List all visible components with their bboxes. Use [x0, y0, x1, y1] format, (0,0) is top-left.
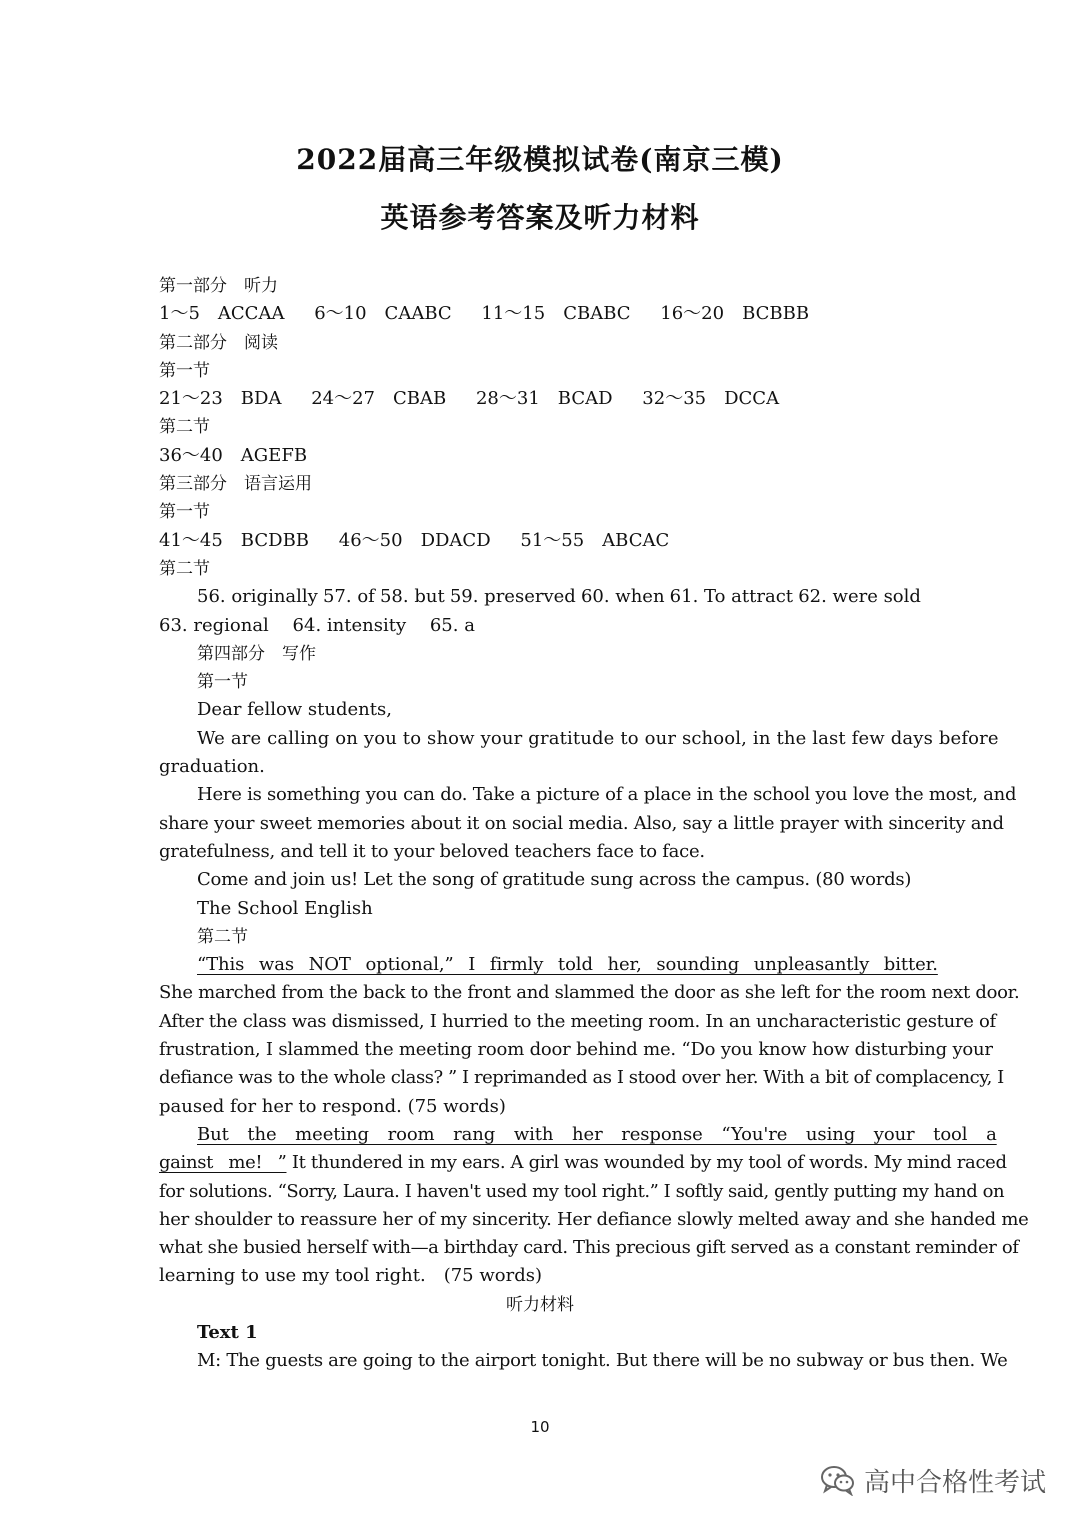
story-p1-line1	[159, 951, 938, 979]
listening-line1: M: The guests are going to the airport tonight. But there will be no subway or bus then. We	[197, 1350, 1008, 1372]
part3-heading: 第三部分 语言运用	[159, 474, 312, 495]
letter-p2-line1: Here is something you can do. Take a picture of a place in the school you love the most, and	[197, 784, 1017, 806]
part4-section1-heading: 第一节	[197, 672, 248, 693]
story-p1-line4: frustration, I slammed the meeting room door behind me. “Do you know how disturbing your	[159, 1039, 993, 1061]
part3-section1-heading: 第一节	[159, 502, 210, 523]
answer-group: 21～23 BDA	[159, 388, 282, 410]
part3-section2-row1	[159, 583, 921, 611]
fill-answer: 61. To attract	[669, 586, 794, 608]
answer-group: 16～20 BCBBB	[660, 303, 810, 325]
story-p2-line2-rest: It thundered in my ears. A girl was wounded by my tool of words. My mind raced	[286, 1152, 1007, 1174]
answer-group: 51～55 ABCAC	[520, 529, 670, 551]
answer-group: 28～31 BCAD	[475, 388, 613, 410]
part1-answers	[159, 300, 921, 328]
letter-p2-line2: share your sweet memories about it on social media. Also, say a little prayer with sincerity and	[159, 812, 1004, 834]
answer-group: 24～27 CBAB	[311, 388, 447, 410]
story-p2-line5: what she busied herself with—a birthday card. This precious gift served as a constant reminder of	[159, 1237, 1019, 1259]
answer-group: 11～15 CBABC	[481, 303, 631, 325]
listening-heading: 听力材料	[506, 1294, 574, 1315]
fill-answer: 64. intensity	[292, 614, 407, 636]
part2-heading: 第二部分 阅读	[159, 332, 278, 353]
part2-section1-heading: 第一节	[159, 360, 210, 381]
document-subtitle: 英语参考答案及听力材料	[380, 201, 700, 234]
answer-group: 46～50 DDACD	[338, 529, 491, 551]
fill-answer: 57. of	[322, 586, 375, 608]
part3-section1-answers	[159, 527, 921, 555]
part2-section2-answers	[159, 442, 921, 470]
fill-answer: 56. originally	[197, 586, 318, 608]
answer-group: 36～40 AGEFB	[159, 444, 308, 466]
story-p2-line1	[159, 1121, 997, 1149]
watermark	[820, 1458, 1046, 1502]
answer-group: 32～35 DCCA	[642, 388, 780, 410]
underlined-opening: “This was NOT optional,” I firmly told her, sounding unpleasantly bitter.	[197, 954, 938, 976]
letter-p1-line1: We are calling on you to show your gratitude to our school, in the last few days before	[197, 727, 999, 749]
part4-section2-heading: 第二节	[197, 926, 248, 947]
fill-answer: 60. when	[580, 586, 665, 608]
letter-p3: Come and join us! Let the song of gratitude sung across the campus. (80 words)	[197, 869, 912, 891]
letter-p1-line2: graduation.	[159, 756, 265, 778]
part3-section2-heading: 第二节	[159, 558, 210, 579]
fill-answer: 59. preserved	[449, 586, 576, 608]
part4-heading: 第四部分 写作	[197, 643, 316, 664]
story-p1-line6: paused for her to respond. (75 words)	[159, 1095, 506, 1117]
underlined-opening-2-cont: gainst me! ”	[159, 1152, 287, 1174]
answer-group: 1～5 ACCAA	[159, 303, 285, 325]
fill-answer: 62. were sold	[798, 586, 921, 608]
letter-greeting: Dear fellow students,	[197, 699, 392, 721]
story-p2-line6: learning to use my tool right. (75 words)	[159, 1265, 542, 1287]
story-p2-line2	[159, 1149, 1007, 1177]
story-p1-line5: defiance was to the whole class? ” I reprimanded as I stood over her. With a bit of complacency, I	[159, 1067, 1004, 1089]
underlined-opening-2: But the meeting room rang with her response “You're using your tool a	[197, 1123, 997, 1145]
story-p2-line4: her shoulder to reassure her of my sincerity. Her defiance slowly melted away and she handed me	[159, 1208, 1029, 1230]
fill-answer: 65. a	[429, 614, 475, 636]
fill-answer: 63. regional	[159, 614, 269, 636]
answer-group: 41～45 BCDBB	[159, 529, 310, 551]
story-p1-line3: After the class was dismissed, I hurried to the meeting room. In an uncharacteristic gesture of	[159, 1010, 996, 1032]
page-number: 10	[530, 1418, 550, 1436]
watermark-text: 高中合格性考试	[864, 1467, 1047, 1498]
letter-signature: The School English	[197, 897, 373, 919]
answer-group: 6～10 CAABC	[314, 303, 452, 325]
document-title: 2022届高三年级模拟试卷(南京三模)	[296, 143, 784, 176]
fill-answer: 58. but	[379, 586, 445, 608]
story-p2-line3: for solutions. “Sorry, Laura. I haven't used my tool right.” I softly said, gently putting my hand on	[159, 1180, 1005, 1202]
letter-p2-line3: gratefulness, and tell it to your beloved teachers face to face.	[159, 840, 705, 862]
listening-text-label: Text 1	[197, 1321, 258, 1343]
part1-heading: 第一部分 听力	[159, 276, 278, 296]
wechat-icon	[820, 1464, 856, 1496]
document-body	[159, 272, 1029, 1376]
part3-section2-row2	[159, 612, 921, 640]
part2-section2-heading: 第二节	[159, 417, 210, 438]
story-p1-line2: She marched from the back to the front and slammed the door as she left for the room next door.	[159, 982, 1020, 1004]
part2-section1-answers	[159, 385, 921, 413]
